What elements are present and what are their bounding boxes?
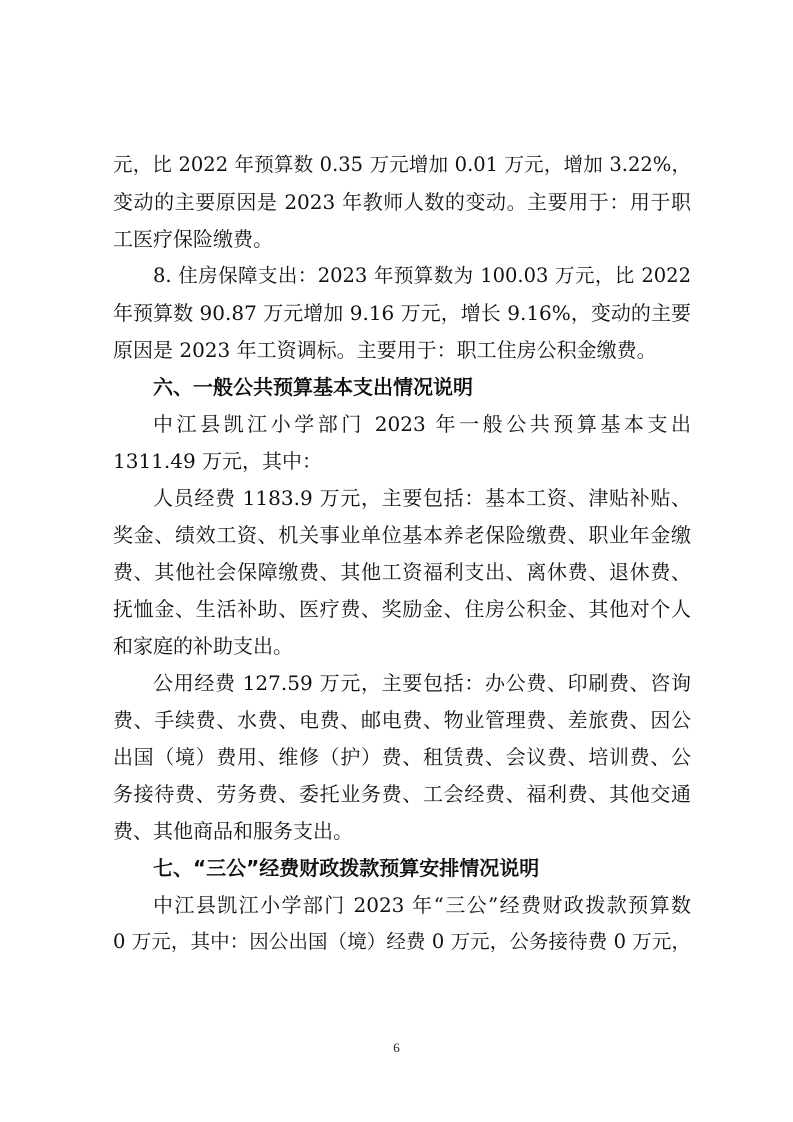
text-line: 年预算数 90.87 万元增加 9.16 万元，增长 9.16%，变动的主要 bbox=[113, 301, 691, 325]
text-line: 0 万元，其中：因公出国（境）经费 0 万元，公务接待费 0 万元， bbox=[113, 930, 691, 953]
section-heading: 七、“三公”经费财政拨款预算安排情况说明 bbox=[153, 856, 540, 880]
text-line: 抚恤金、生活补助、医疗费、奖励金、住房公积金、其他对个人 bbox=[113, 597, 691, 621]
text-line: 工医疗保险缴费。 bbox=[113, 227, 273, 251]
text-line: 费、其他社会保障缴费、其他工资福利支出、离休费、退休费、 bbox=[113, 560, 691, 584]
text-line: 出国（境）费用、维修（护）费、租赁费、会议费、培训费、公 bbox=[113, 745, 691, 769]
text-line: 元，比 2022 年预算数 0.35 万元增加 0.01 万元，增加 3.22%， bbox=[113, 153, 691, 176]
text-line: 变动的主要原因是 2023 年教师人数的变动。主要用于：用于职 bbox=[113, 190, 691, 214]
text-line: 中江县凯江小学部门 2023 年“三公”经费财政拨款预算数 bbox=[153, 893, 691, 917]
section-heading: 六、一般公共预算基本支出情况说明 bbox=[153, 375, 473, 399]
text-line: 人员经费 1183.9 万元，主要包括：基本工资、津贴补贴、 bbox=[153, 486, 691, 510]
text-line: 和家庭的补助支出。 bbox=[113, 634, 293, 658]
text-line: 费、其他商品和服务支出。 bbox=[113, 819, 353, 843]
text-line: 中江县凯江小学部门 2023 年一般公共预算基本支出 bbox=[153, 412, 691, 436]
text-line: 务接待费、劳务费、委托业务费、工会经费、福利费、其他交通 bbox=[113, 782, 691, 806]
text-line: 1311.49 万元，其中： bbox=[113, 449, 323, 473]
text-line: 奖金、绩效工资、机关事业单位基本养老保险缴费、职业年金缴 bbox=[113, 523, 691, 547]
text-line: 公用经费 127.59 万元，主要包括：办公费、印刷费、咨询 bbox=[153, 671, 691, 695]
text-line: 8. 住房保障支出：2023 年预算数为 100.03 万元，比 2022 bbox=[153, 264, 691, 287]
text-line: 费、手续费、水费、电费、邮电费、物业管理费、差旅费、因公 bbox=[113, 708, 691, 732]
text-line: 原因是 2023 年工资调标。主要用于：职工住房公积金缴费。 bbox=[113, 338, 657, 362]
page-number: 6 bbox=[393, 1040, 400, 1055]
